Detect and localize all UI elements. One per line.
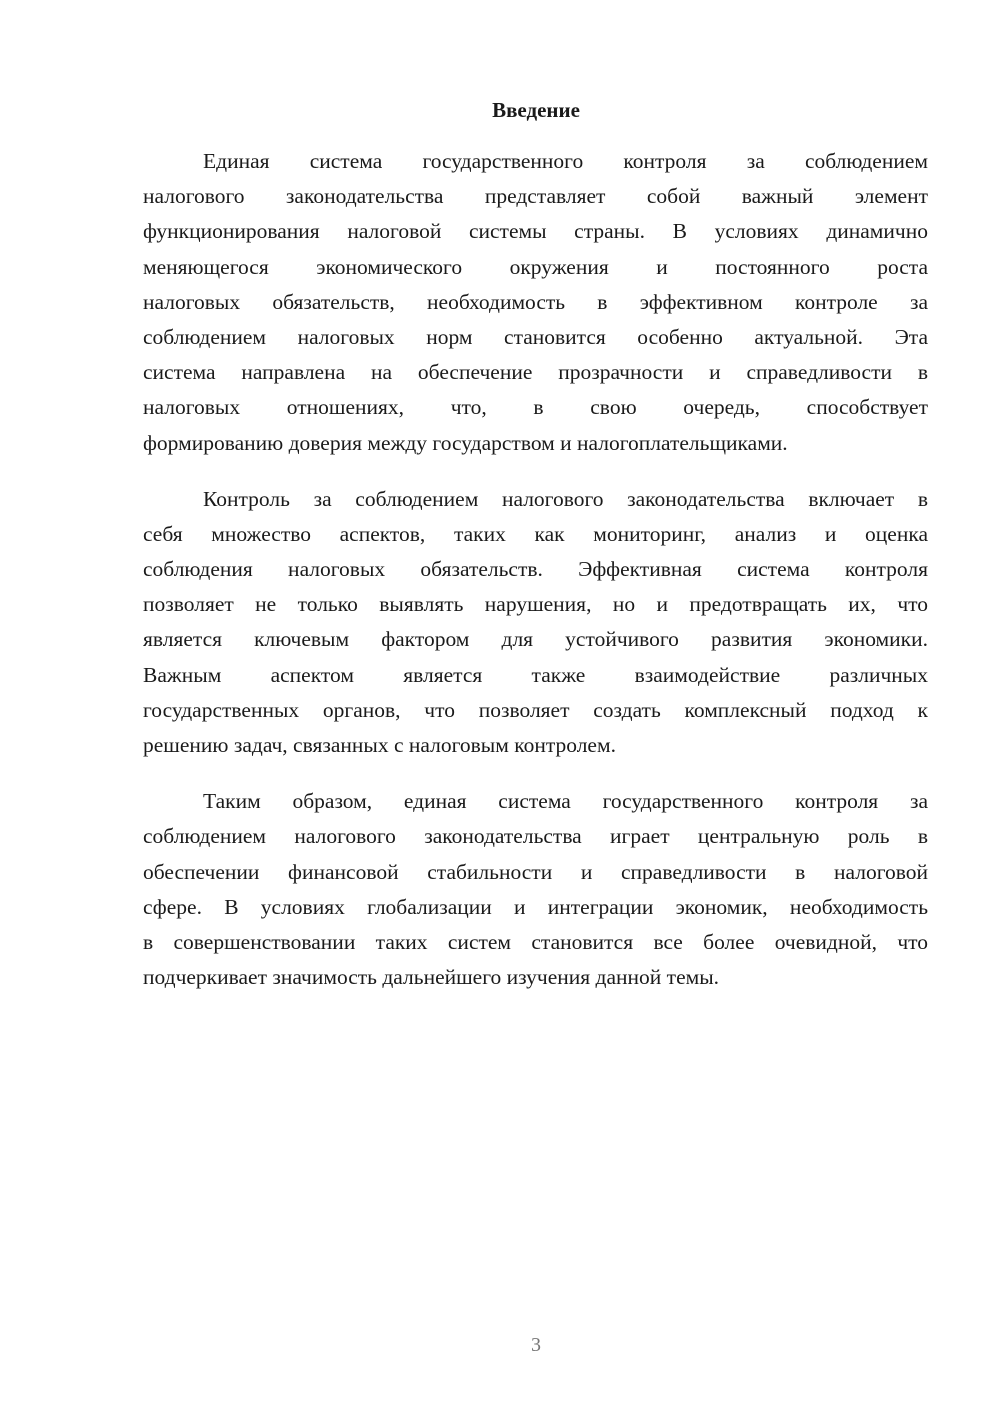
text-line: соблюдением налоговых норм становится особенно актуальной. Эта [143, 324, 928, 349]
text-line: подчеркивает значимость дальнейшего изучения данной темы. [143, 965, 720, 990]
text-line: налогового законодательства представляет собой важный элемент [143, 184, 928, 209]
paragraph [143, 482, 928, 764]
text-line: в совершенствовании таких систем становится все более очевидной, что [143, 929, 928, 954]
text-line: является ключевым фактором для устойчивого развития экономики. [143, 627, 928, 652]
text-line: позволяет не только выявлять нарушения, но и предотвращать их, что [143, 592, 928, 617]
text-line: соблюдением налогового законодательства играет центральную роль в [143, 824, 928, 849]
text-line: формированию доверия между государством и налогоплательщиками. [143, 430, 788, 455]
text-line: функционирования налоговой системы страны. В условиях динамично [143, 219, 928, 244]
text-line: налоговых отношениях, что, в свою очередь, способствует [143, 395, 928, 420]
paragraph [143, 144, 928, 461]
text-line: меняющегося экономического окружения и постоянного роста [143, 254, 928, 279]
text-line: Таким образом, единая система государственного контроля за [203, 789, 928, 814]
text-line: сфере. В условиях глобализации и интеграции экономик, необходимость [143, 894, 928, 919]
text-line: решению задач, связанных с налоговым контролем. [143, 733, 616, 757]
paragraph [143, 784, 928, 995]
text-line: Важным аспектом является также взаимодействие различных [143, 662, 928, 687]
document-body [143, 144, 928, 1016]
text-line: Единая система государственного контроля за соблюдением [203, 149, 928, 173]
text-line: себя множество аспектов, таких как мониторинг, анализ и оценка [143, 521, 928, 546]
text-line: система направлена на обеспечение прозрачности и справедливости в [143, 360, 928, 385]
text-line: государственных органов, что позволяет создать комплексный подход к [143, 697, 928, 722]
text-line: налоговых обязательств, необходимость в эффективном контроле за [143, 289, 928, 314]
page-title: Введение [492, 98, 580, 122]
text-line: обеспечении финансовой стабильности и справедливости в налоговой [143, 859, 928, 884]
page-number: 3 [531, 1334, 541, 1356]
text-line: Контроль за соблюдением налогового законодательства включает в [203, 486, 928, 511]
text-line: соблюдения налоговых обязательств. Эффективная система контроля [143, 557, 928, 582]
